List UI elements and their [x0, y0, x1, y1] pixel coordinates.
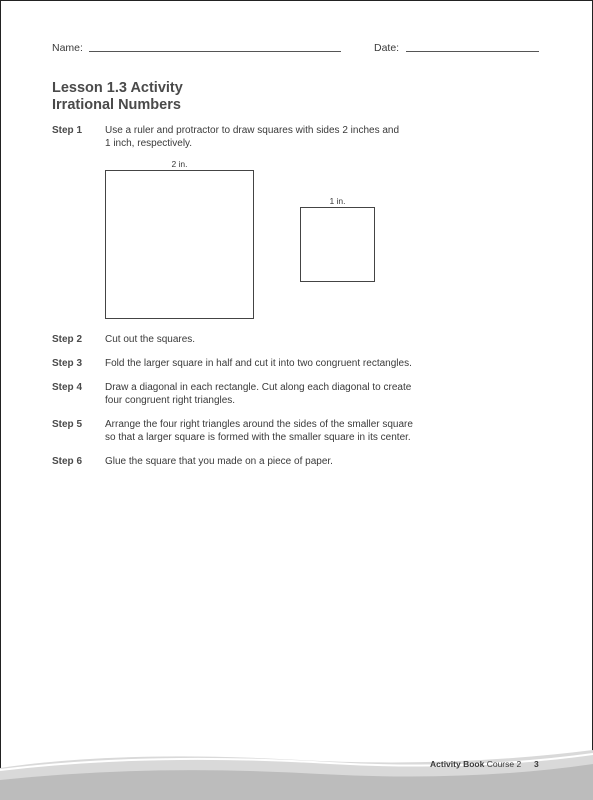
step-3-line-1: Fold the larger square in half and cut it into two congruent rectangles. [105, 358, 412, 369]
small-square-label: 1 in. [329, 196, 346, 206]
step-5-text [105, 418, 465, 444]
date-line [406, 51, 539, 52]
date-label: Date: [374, 42, 400, 54]
lesson-title-line2: Irrational Numbers [52, 97, 181, 113]
lesson-title-line1: Lesson 1.3 Activity [52, 80, 183, 96]
step-6-text [105, 455, 465, 468]
step-1-text [105, 124, 465, 150]
footer-book-bold: Activity Book [430, 759, 485, 769]
footer-book-rest: Course 2 [486, 759, 522, 769]
step-6-label: Step 6 [52, 456, 83, 467]
step-5-line-2: so that a larger square is formed with the smaller square in its center. [105, 432, 411, 443]
footer-book-title [430, 759, 521, 769]
step-5-label: Step 5 [52, 419, 83, 430]
lesson-title [52, 80, 183, 114]
step-3-label: Step 3 [52, 358, 83, 369]
step-4-line-2: four congruent right triangles. [105, 395, 236, 406]
name-line [89, 51, 341, 52]
step-4-text [105, 381, 465, 407]
step-5-line-1: Arrange the four right triangles around the sides of the smaller square [105, 419, 413, 430]
name-label: Name: [52, 42, 83, 54]
step-2-label: Step 2 [52, 334, 83, 345]
step-1-line-1: Use a ruler and protractor to draw squares with sides 2 inches and [105, 125, 400, 136]
step-2-text [105, 333, 465, 346]
step-2-line-1: Cut out the squares. [105, 334, 196, 345]
step-4-label: Step 4 [52, 382, 83, 393]
large-square [105, 170, 254, 319]
large-square-label: 2 in. [171, 159, 188, 169]
step-3-text [105, 357, 465, 370]
step-1-line-2: 1 inch, respectively. [105, 138, 193, 149]
small-square [300, 207, 375, 282]
step-6-line-1: Glue the square that you made on a piece of paper. [105, 456, 333, 467]
step-4-line-1: Draw a diagonal in each rectangle. Cut along each diagonal to create [105, 382, 412, 393]
step-1-label: Step 1 [52, 125, 83, 136]
page-number: 3 [534, 759, 539, 769]
